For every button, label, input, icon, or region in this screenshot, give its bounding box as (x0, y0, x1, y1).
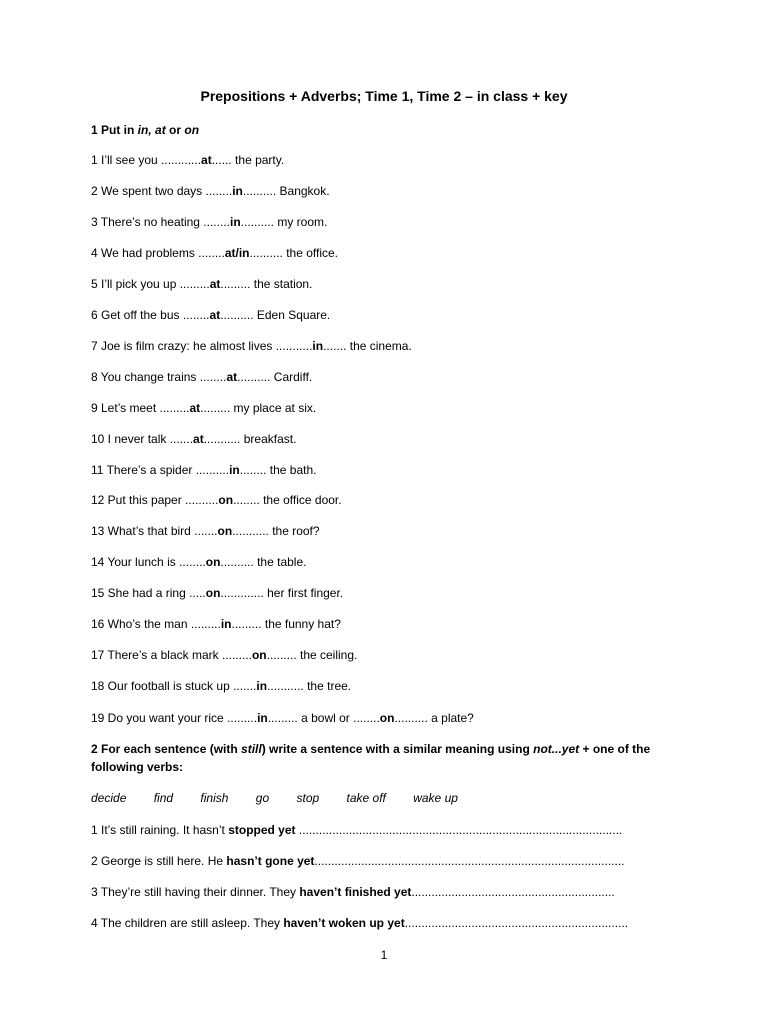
item-text: 18 Our football is stuck up ....... (91, 679, 257, 694)
option-on: on (184, 123, 200, 137)
item-text: .......... Bangkok. (242, 183, 330, 198)
answer: on (205, 586, 221, 601)
item-text: 9 Let’s meet ......... (91, 400, 190, 415)
heading-text: ) write a sentence with a similar meaning using (261, 742, 534, 756)
page-title: Prepositions + Adverbs; Time 1, Time 2 – in class + key (200, 88, 568, 104)
answer: haven’t woken up yet (283, 916, 405, 930)
heading-text: + one of the (579, 742, 651, 756)
item-text: 17 There’s a black mark ......... (91, 648, 252, 663)
exercise-item (91, 492, 342, 508)
section1-heading (91, 121, 199, 139)
item-text: .......... a plate? (394, 711, 474, 725)
verb: wake up (413, 791, 458, 805)
heading-text: 2 For each sentence (with (91, 742, 242, 756)
exercise-item (91, 183, 330, 199)
verb: go (255, 791, 270, 805)
item-text: 4 We had problems ........ (91, 245, 225, 260)
item-text: ...... the party. (211, 153, 285, 167)
item-text: ............................................................. (411, 885, 615, 899)
exercise-item (91, 462, 316, 478)
exercise-item (91, 710, 474, 726)
item-text: ................................................................... (404, 916, 629, 930)
item-text: ........ the office door. (233, 493, 342, 508)
exercise-item (91, 400, 316, 416)
answer: at (209, 307, 221, 322)
exercise-item (91, 915, 628, 931)
exercise-item (91, 884, 615, 900)
verb: finish (200, 791, 229, 805)
answer: at (189, 400, 201, 415)
exercise-item (91, 152, 284, 168)
answer: in (312, 338, 324, 353)
answer: on (379, 711, 395, 725)
item-text: ........... the tree. (267, 679, 352, 694)
item-text: 2 We spent two days ........ (91, 183, 233, 198)
exercise-item (91, 369, 312, 385)
option-at: at (155, 123, 166, 137)
answer: at (193, 431, 204, 446)
exercise-item (91, 523, 320, 539)
answer: in (220, 617, 232, 632)
item-text: 15 She had a ring ..... (91, 586, 206, 601)
answer: in (232, 183, 243, 198)
page-number: 1 (380, 948, 388, 962)
exercise-item (91, 616, 341, 632)
verb-list (91, 791, 482, 805)
item-text: .......... the table. (220, 555, 307, 570)
answer: at (201, 153, 212, 167)
item-text: .......... Eden Square. (220, 307, 331, 322)
verb: find (153, 791, 174, 805)
exercise-item (91, 822, 622, 838)
item-text: ......... my place at six. (200, 400, 317, 415)
item-text: ............. her first finger. (220, 586, 344, 601)
section2-heading (91, 740, 650, 776)
answer: on (217, 524, 233, 539)
exercise-item (91, 678, 351, 694)
item-text: ....... the cinema. (323, 338, 412, 353)
item-text: 16 Who’s the man ......... (91, 617, 221, 632)
heading-text: 1 Put in (91, 123, 138, 137)
item-text: .......... Cardiff. (237, 369, 313, 384)
item-text: 3 There’s no heating ........ (91, 214, 230, 229)
item-text: ......... the ceiling. (266, 648, 358, 663)
item-text: 10 I never talk ....... (91, 431, 194, 446)
exercise-item (91, 431, 296, 447)
answer: on (218, 493, 234, 508)
answer: in (256, 679, 268, 694)
item-text: 8 You change trains ........ (91, 369, 227, 384)
item-text: .......... the office. (249, 245, 339, 260)
item-text: 5 I’ll pick you up ......... (91, 276, 210, 291)
verb: take off (346, 791, 386, 805)
answer: at/in (224, 245, 250, 260)
answer: in (229, 462, 240, 477)
exercise-item (91, 245, 338, 261)
answer: haven’t finished yet (299, 885, 412, 899)
exercise-item (91, 853, 624, 869)
verb: decide (91, 791, 127, 805)
item-text: ......... the funny hat? (231, 617, 341, 632)
item-text: 1 It’s still raining. It hasn’t (91, 823, 229, 837)
answer: hasn’t gone yet (226, 854, 315, 868)
exercise-item (91, 647, 357, 663)
item-text: ........ the bath. (239, 462, 317, 477)
answer: in (257, 711, 268, 725)
option-in: in, (137, 123, 152, 137)
item-text: .......... my room. (240, 214, 328, 229)
item-text: 3 They’re still having their dinner. They (91, 885, 300, 899)
item-text: 6 Get off the bus ........ (91, 307, 210, 322)
heading-text: still (241, 742, 262, 756)
item-text: 4 The children are still asleep. They (91, 916, 284, 930)
item-text: 2 George is still here. He (91, 854, 227, 868)
item-text: 13 What’s that bird ....... (91, 524, 218, 539)
answer: stopped yet (228, 823, 296, 837)
item-text: ......... a bowl or ........ (267, 711, 380, 725)
option-or: or (165, 123, 185, 137)
item-text: ........... the roof? (232, 524, 320, 539)
item-text: 12 Put this paper .......... (91, 493, 219, 508)
item-text: 14 Your lunch is ........ (91, 555, 206, 570)
verb: stop (296, 791, 320, 805)
heading-text: not...yet (533, 742, 580, 756)
item-text: 19 Do you want your rice ......... (91, 711, 258, 725)
exercise-item (91, 276, 312, 292)
answer: on (251, 648, 267, 663)
item-text: ................................................................................................. (295, 823, 623, 837)
item-text: ......... the station. (220, 276, 313, 291)
exercise-item (91, 338, 412, 354)
item-text: ........... breakfast. (203, 431, 297, 446)
item-text: 1 I’ll see you ............ (91, 153, 202, 167)
answer: at (209, 276, 221, 291)
item-text: 7 Joe is film crazy: he almost lives ........... (91, 338, 313, 353)
item-text: 11 There’s a spider .......... (91, 462, 230, 477)
exercise-item (91, 214, 327, 230)
exercise-item (91, 585, 343, 601)
answer: at (226, 369, 238, 384)
answer: on (205, 555, 221, 570)
heading-text: following verbs: (91, 760, 184, 774)
exercise-item (91, 307, 330, 323)
item-text: ............................................................................................. (314, 854, 625, 868)
exercise-item (91, 554, 306, 570)
answer: in (229, 214, 241, 229)
